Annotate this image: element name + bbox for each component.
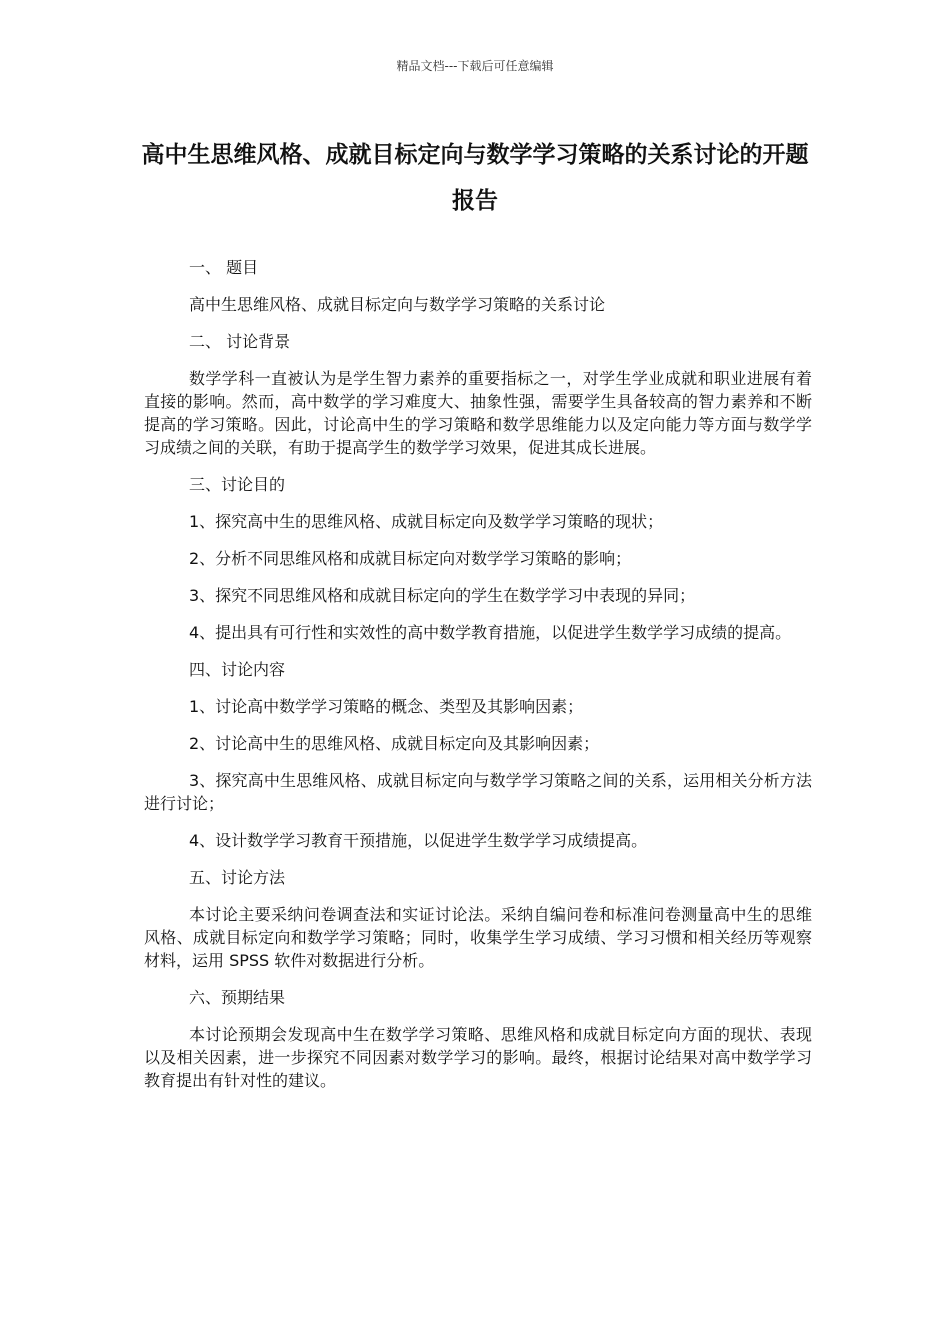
list-item-purpose-2: 2、分析不同思维风格和成就目标定向对数学学习策略的影响； [189,549,632,568]
list-item-content-3: 3、探究高中生思维风格、成就目标定向与数学学习策略之间的关系，运用相关分析方法进行讨论； [144,771,812,813]
paragraph-method: 本讨论主要采纳问卷调查法和实证讨论法。采纳自编问卷和标准问卷测量高中生的思维风格、成就目标定向和数学学习策略；同时，收集学生学习成绩、学习习惯和相关经历等观察材料，运用 SPSS 软件对数据进行分析。 [144,905,812,970]
list-item-content-1: 1、讨论高中数学学习策略的概念、类型及其影响因素； [189,697,584,716]
heading-expected-results: 六、预期结果 [189,988,286,1007]
header-note: 精品文档---下载后可任意编辑 [396,59,554,73]
heading-background: 二、 讨论背景 [189,332,291,351]
list-item-purpose-4: 4、提出具有可行性和实效性的高中数学教育措施，以促进学生数学学习成绩的提高。 [189,623,792,642]
list-item-purpose-3: 3、探究不同思维风格和成就目标定向的学生在数学学习中表现的异同； [189,586,696,605]
heading-topic: 一、 题目 [189,258,259,277]
heading-purpose: 三、讨论目的 [189,475,286,494]
list-item-purpose-1: 1、探究高中生的思维风格、成就目标定向及数学学习策略的现状； [189,512,664,531]
document-body [144,256,812,1106]
heading-method: 五、讨论方法 [189,868,286,887]
paragraph-background: 数学学科一直被认为是学生智力素养的重要指标之一，对学生学业成就和职业进展有着直接的影响。然而，高中数学的学习难度大、抽象性强，需要学生具备较高的智力素养和不断提高的学习策略。因此，讨论高中生的学习策略和数学思维能力以及定向能力等方面与数学学习成绩之间的关联，有助于提高学生的数学学习效果，促进其成长进展。 [144,369,812,457]
list-item-content-2: 2、讨论高中生的思维风格、成就目标定向及其影响因素； [189,734,600,753]
list-item-content-4: 4、设计数学学习教育干预措施，以促进学生数学学习成绩提高。 [189,831,648,850]
paragraph-expected-results: 本讨论预期会发现高中生在数学学习策略、思维风格和成就目标定向方面的现状、表现以及相关因素，进一步探究不同因素对数学学习的影响。最终，根据讨论结果对高中数学学习教育提出有针对性的建议。 [144,1025,812,1090]
document-title: 高中生思维风格、成就目标定向与数学学习策略的关系讨论的开题报告 [141,142,809,214]
paragraph-topic: 高中生思维风格、成就目标定向与数学学习策略的关系讨论 [189,295,606,314]
heading-content: 四、讨论内容 [189,660,286,679]
